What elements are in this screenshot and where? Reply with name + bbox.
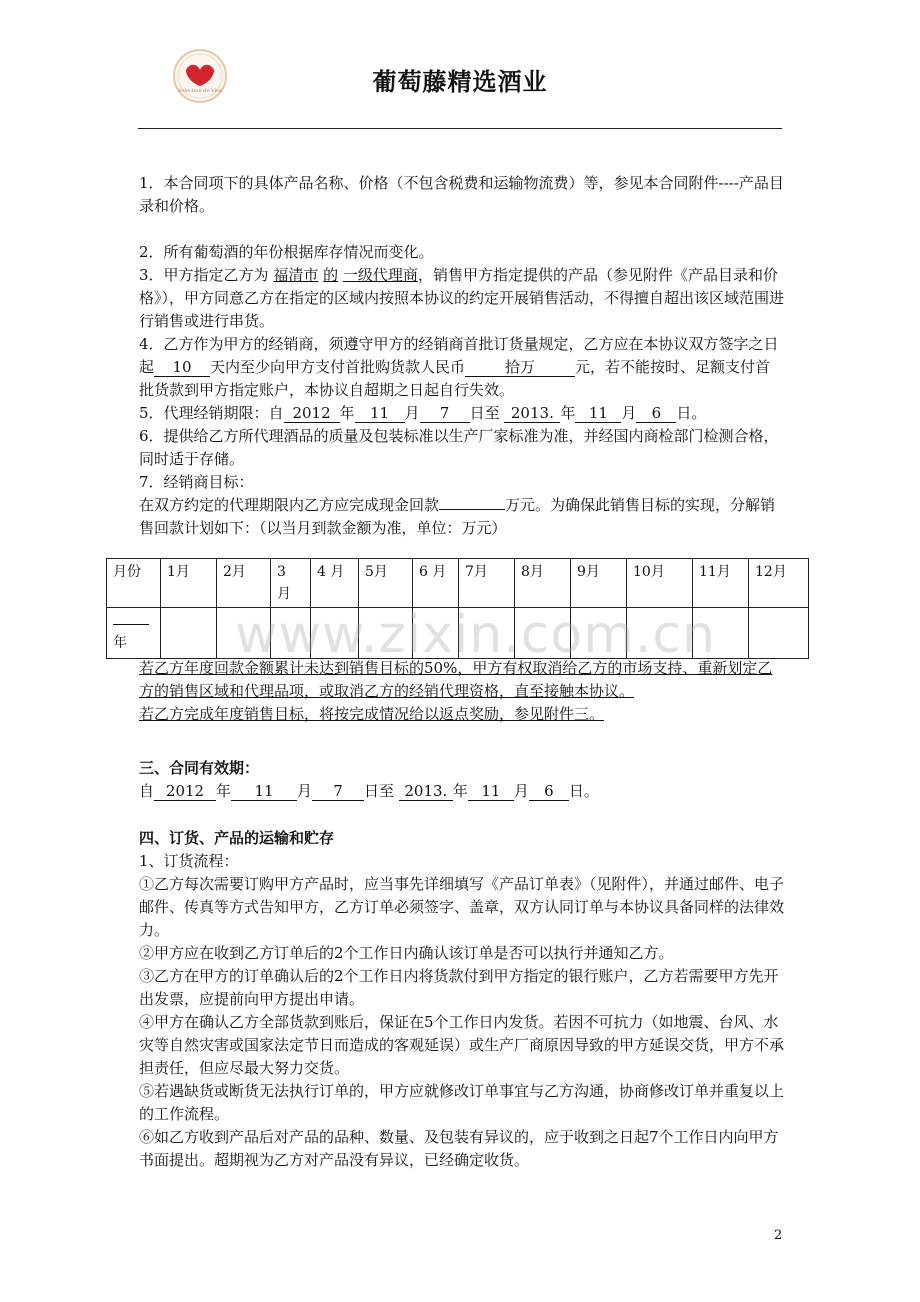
- table-header-cell: 12月: [749, 559, 809, 608]
- days-value: 10: [154, 358, 210, 377]
- agent-level-value: 一级代理商: [342, 266, 418, 284]
- table-header-cell: 1月: [161, 559, 217, 608]
- clause-2: 2．所有葡萄酒的年份根据库存情况而变化。: [139, 243, 434, 261]
- list-item: ①乙方每次需要订购甲方产品时，应当事先详细填写《产品订单表》（见附件），并通过邮件、电子邮件、传真等方式告知甲方，乙方订单必须签字、盖章，双方认同订单与本协议具备同样的法律效力。: [139, 875, 785, 939]
- section-ordering: [139, 827, 785, 1172]
- table-header-cell: 10月: [627, 559, 693, 608]
- table-header-cell: 月份: [107, 559, 161, 608]
- list-item: ③乙方在甲方的订单确认后的2个工作日内将货款付到甲方指定的银行账户，乙方若需要甲方先开出发票，应提前向甲方提出申请。: [139, 967, 779, 1008]
- clause-6: 6．提供给乙方所代理酒品的质量及包装标准以生产厂家标准为准，并经国内商检部门检测合格，同时适于存储。: [139, 427, 779, 468]
- clauses-block: [139, 172, 785, 540]
- table-header-cell: 11月: [693, 559, 749, 608]
- clause-5: 5．代理经销期限：自 2012 年 11 月 7 日至 2013. 年 11 月 6 日。: [139, 404, 707, 422]
- clause-3: 3．甲方指定乙方为 福清市 的 一级代理商，销售甲方指定提供的产品（参见附件《产品目录和价格》），甲方同意乙方在指定的区域内按照本协议的约定开展销售活动，不得擅自超出该区域范围进行销售或进行串货。: [139, 266, 785, 330]
- table-header-cell: 4 月: [311, 559, 359, 608]
- clause-7-target: 在双方约定的代理期限内乙方应完成现金回款 万元。为确保此销售目标的实现，分解销售回款计划如下：（以当月到款金额为准，单位：万元）: [139, 496, 776, 537]
- svg-text:Selection de Vins: Selection de Vins: [178, 88, 222, 94]
- clause-4: 4．乙方作为甲方的经销商，须遵守甲方的经销商首批订货量规定，乙方应在本协议双方签字之日起 10 天内至少向甲方支付首批购货款人民币 拾万 元，若不能按时、足额支付首批货款到甲方指定账户，本协议自超期之日起自行失效。: [139, 335, 779, 399]
- company-name: 葡萄藤精选酒业: [372, 68, 548, 96]
- city-value: 福清市: [273, 266, 319, 284]
- table-header-cell: 6 月: [413, 559, 459, 608]
- table-header-cell: 5月: [359, 559, 413, 608]
- list-item: ⑤若遇缺货或断货无法执行订单的，甲方应就修改订单事宜与乙方沟通，协商修改订单并重复以上的工作流程。: [139, 1082, 785, 1123]
- row-label-cell: 年: [107, 608, 161, 659]
- list-item: ②甲方应在收到乙方订单后的2个工作日内确认该订单是否可以执行并通知乙方。: [139, 944, 674, 962]
- section-validity: [139, 757, 785, 803]
- target-notes: [139, 657, 785, 726]
- validity-period: 自 2012 年 11 月 7 日至 2013. 年 11 月 6 日。: [139, 782, 599, 800]
- page-number: 2: [774, 1228, 783, 1243]
- clause-1: 1．本合同项下的具体产品名称、价格（不包含税费和运输物流费）等，参见本合同附件----产品目录和价格。: [139, 174, 784, 215]
- table-header-cell: 2月: [217, 559, 271, 608]
- table-header-cell: 8月: [515, 559, 571, 608]
- company-logo: [172, 48, 228, 104]
- target-note-2: 若乙方完成年度销售目标，将按完成情况给以返点奖励，参见附件三。: [139, 705, 605, 723]
- watermark: www.zixin.com.cn: [235, 605, 716, 665]
- target-note-1: 若乙方年度回款金额累计未达到销售目标的50%，甲方有权取消给乙方的市场支持、重新划定乙方的销售区域和代理品项，或取消乙方的经销代理资格，直至接触本协议。: [139, 659, 773, 700]
- ordering-subtitle: 1、订货流程：: [139, 852, 239, 870]
- section-4-title: 四、订货、产品的运输和贮存: [139, 829, 335, 847]
- list-item: ⑥如乙方收到产品后对产品的品种、数量、及包装有异议的，应于收到之日起7个工作日内向甲方书面提出。超期视为乙方对产品没有异议，已经确定收货。: [139, 1128, 779, 1169]
- table-header-cell: 3 月: [271, 559, 311, 608]
- section-3-title: 三、合同有效期：: [139, 759, 260, 777]
- table-header-row: [107, 559, 809, 608]
- amount-value: 拾万: [465, 358, 575, 377]
- clause-7: 7．经销商目标：: [139, 473, 254, 491]
- header-divider: [138, 128, 782, 129]
- table-header-cell: 7月: [459, 559, 515, 608]
- table-header-cell: 9月: [571, 559, 627, 608]
- list-item: ④甲方在确认乙方全部货款到账后，保证在5个工作日内发货。若因不可抗力（如地震、台风、水灾等自然灾害或国家法定节日而造成的客观延误）或生产厂商原因导致的甲方延误交货，甲方不承担责任，但应尽最大努力交货。: [139, 1013, 785, 1077]
